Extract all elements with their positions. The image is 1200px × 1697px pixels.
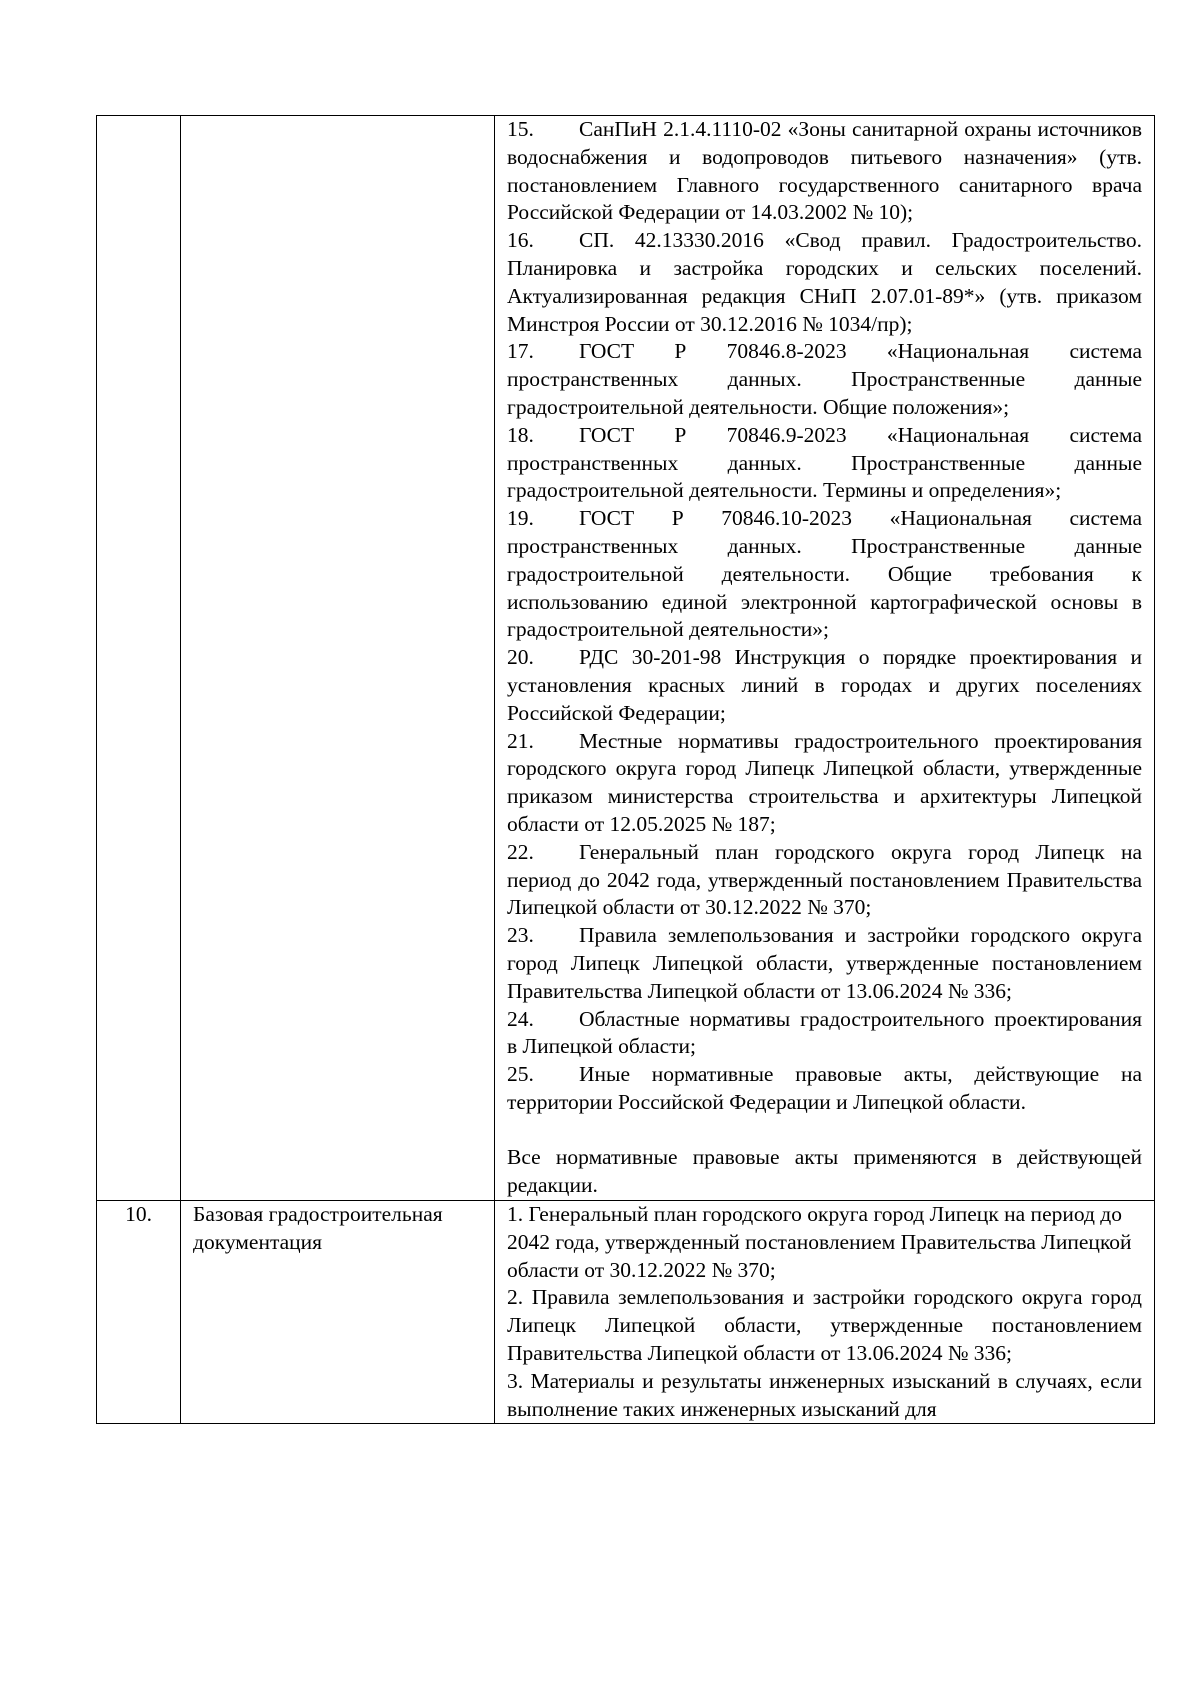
list-item-text: СП. 42.13330.2016 «Свод правил. Градостроительство. Планировка и застройка городских и сельских поселений. Актуализированная редакция СНиП 2.07.01-89*» (утв. приказом Минстроя России от 30.12.2016 № 1034/пр); (507, 228, 1142, 336)
row-number-cell: 10. (97, 1201, 181, 1424)
list-item-text: Местные нормативы градостроительного проектирования городского округа город Липецк Липецкой области, утвержденные приказом министерства строительства и архитектуры Липецкой области от 12.05.2025 № 187; (507, 728, 1142, 836)
list-item (507, 839, 1142, 922)
list-item-text: Иные нормативные правовые акты, действующие на территории Российской Федерации и Липецкой области. (507, 1062, 1142, 1114)
list-item-number: 15. (507, 117, 534, 141)
paragraph: 1. Генеральный план городского округа город Липецк на период до 2042 года, утвержденный постановлением Правительства Липецкой области от 30.12.2022 № 370; (507, 1202, 1132, 1282)
paragraph-spacer (507, 1117, 1142, 1145)
list-item (507, 1061, 1142, 1117)
paragraph: 3. Материалы и результаты инженерных изысканий в случаях, если выполнение таких инженерных изысканий для (507, 1368, 1142, 1421)
table-row-10 (97, 1201, 1155, 1424)
list-item (507, 116, 1142, 227)
list-item-text: Областные нормативы градостроительного проектирования в Липецкой области; (507, 1006, 1142, 1059)
list-item-text: ГОСТ Р 70846.10-2023 «Национальная система пространственных данных. Пространственные данные градостроительной деятельности. Общие требования к использованию единой электронной картографической основы в градостроительной деятельности»; (507, 506, 1142, 642)
list-item-number: 24. (507, 1006, 534, 1031)
list-item-number: 23. (507, 923, 534, 948)
table-row-continued (97, 116, 1155, 1201)
list-item-number: 20. (507, 645, 534, 670)
row-name-cell (181, 116, 495, 1201)
list-item-text: РДС 30-201-98 Инструкция о порядке проектирования и установления красных линий в городах и других поселениях Российской Федерации; (507, 645, 1142, 725)
acts-note: Все нормативные правовые акты применяются в действующей редакции. (507, 1145, 1142, 1198)
list-item-number: 19. (507, 506, 534, 531)
list-item (507, 728, 1142, 839)
paragraph: 2. Правила землепользования и застройки городского округа город Липецк Липецкой области, утвержденные постановлением Правительства Липецкой области от 13.06.2024 № 336; (507, 1285, 1142, 1366)
list-item (507, 338, 1142, 421)
list-item-text: Правила землепользования и застройки городского округа город Липецк Липецкой области, утвержденные постановлением Правительства Липецкой области от 13.06.2024 № 336; (507, 923, 1142, 1003)
requirements-table (96, 115, 1155, 1424)
row-number-cell (97, 116, 181, 1201)
row-content-cell (495, 1201, 1155, 1424)
list-item-number: 22. (507, 839, 534, 864)
list-item (507, 922, 1142, 1005)
list-item-number: 21. (507, 728, 534, 753)
list-item-number: 17. (507, 339, 534, 364)
row-content-cell (495, 116, 1155, 1201)
list-item (507, 422, 1142, 505)
list-item (507, 644, 1142, 727)
list-item (507, 227, 1142, 338)
list-item (507, 505, 1142, 644)
list-item (507, 1006, 1142, 1062)
row-name-text: Базовая градостроительная документация (193, 1202, 443, 1254)
list-item-number: 25. (507, 1062, 534, 1087)
list-item-text: ГОСТ Р 70846.9-2023 «Национальная система пространственных данных. Пространственные данные градостроительной деятельности. Термины и определения»; (507, 422, 1142, 503)
list-item-number: 16. (507, 228, 534, 253)
list-item-text: ГОСТ Р 70846.8-2023 «Национальная система пространственных данных. Пространственные данные градостроительной деятельности. Общие положения»; (507, 339, 1142, 419)
row-name-cell (181, 1201, 495, 1424)
list-item-text: СанПиН 2.1.4.1110-02 «Зоны санитарной охраны источников водоснабжения и водопроводов питьевого назначения» (утв. постановлением Главного государственного санитарного врача Российской Федерации от 14.03.2002 № 10); (507, 117, 1142, 225)
list-item-text: Генеральный план городского округа город Липецк на период до 2042 года, утвержденный постановлением Правительства Липецкой области от 30.12.2022 № 370; (507, 839, 1142, 920)
list-item-number: 18. (507, 422, 534, 447)
